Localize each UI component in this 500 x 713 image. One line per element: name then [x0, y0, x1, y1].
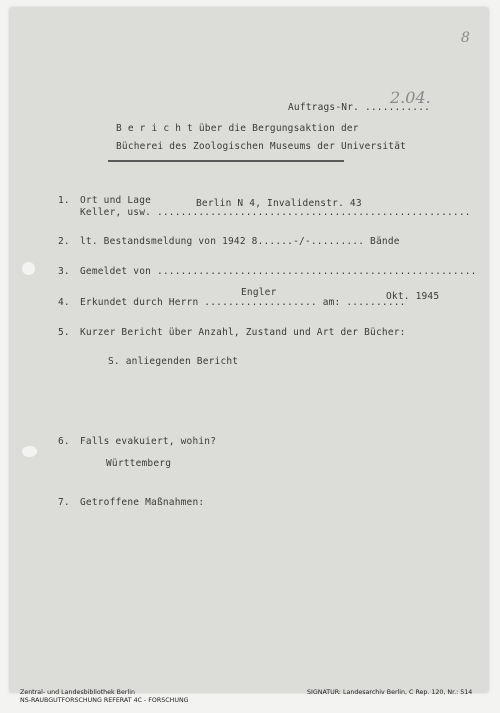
item-number: 3. [58, 266, 70, 277]
title-underline [108, 160, 344, 162]
item-number: 4. [58, 297, 70, 308]
item-label: Falls evakuiert, wohin? [80, 436, 217, 447]
footer-signature: SIGNATUR: Landesarchiv Berlin, C Rep. 120, Nr.: 514 [307, 689, 473, 696]
report-title-line-2: Bücherei des Zoologischen Museums der Universität [116, 141, 407, 152]
item-label: Kurzer Bericht über Anzahl, Zustand und Art der Bücher: [80, 327, 406, 338]
item-value: S. anliegenden Bericht [108, 356, 239, 367]
item-date: Okt. 1945 [386, 291, 440, 302]
order-number-label: Auftrags-Nr. ........... [288, 102, 431, 113]
item-number: 6. [58, 436, 70, 447]
footer-library-name: Zentral- und Landesbibliothek Berlin [20, 689, 135, 696]
item-value: Württemberg [106, 458, 172, 469]
item-label: lt. Bestandsmeldung von 1942 8......-/-......... Bände [80, 236, 400, 247]
item-label: Keller, usw. ..................................................... [80, 207, 471, 218]
handwritten-order-number: 2.04. [390, 88, 431, 107]
item-number: 5. [58, 327, 70, 338]
punch-hole [22, 446, 37, 457]
item-label: Ort und Lage [80, 195, 152, 206]
item-number: 1. [58, 195, 70, 206]
item-label: Gemeldet von ...................................................... [80, 266, 477, 277]
footer-department: NS-RAUBGUTFORSCHUNG REFERAT 4C - FORSCHUNG [20, 697, 189, 704]
handwritten-page-number: 8 [461, 30, 470, 46]
item-number: 7. [58, 497, 70, 508]
report-title-line-1: B e r i c h t über die Bergungsaktion der [116, 123, 359, 134]
item-label: Erkundet durch Herrn ................... am: .......... [80, 297, 406, 308]
item-number: 2. [58, 236, 70, 247]
punch-hole [22, 262, 35, 275]
item-label: Getroffene Maßnahmen: [80, 497, 205, 508]
item-value: Berlin N 4, Invalidenstr. 43 [196, 198, 362, 209]
item-value: Engler [241, 287, 277, 298]
